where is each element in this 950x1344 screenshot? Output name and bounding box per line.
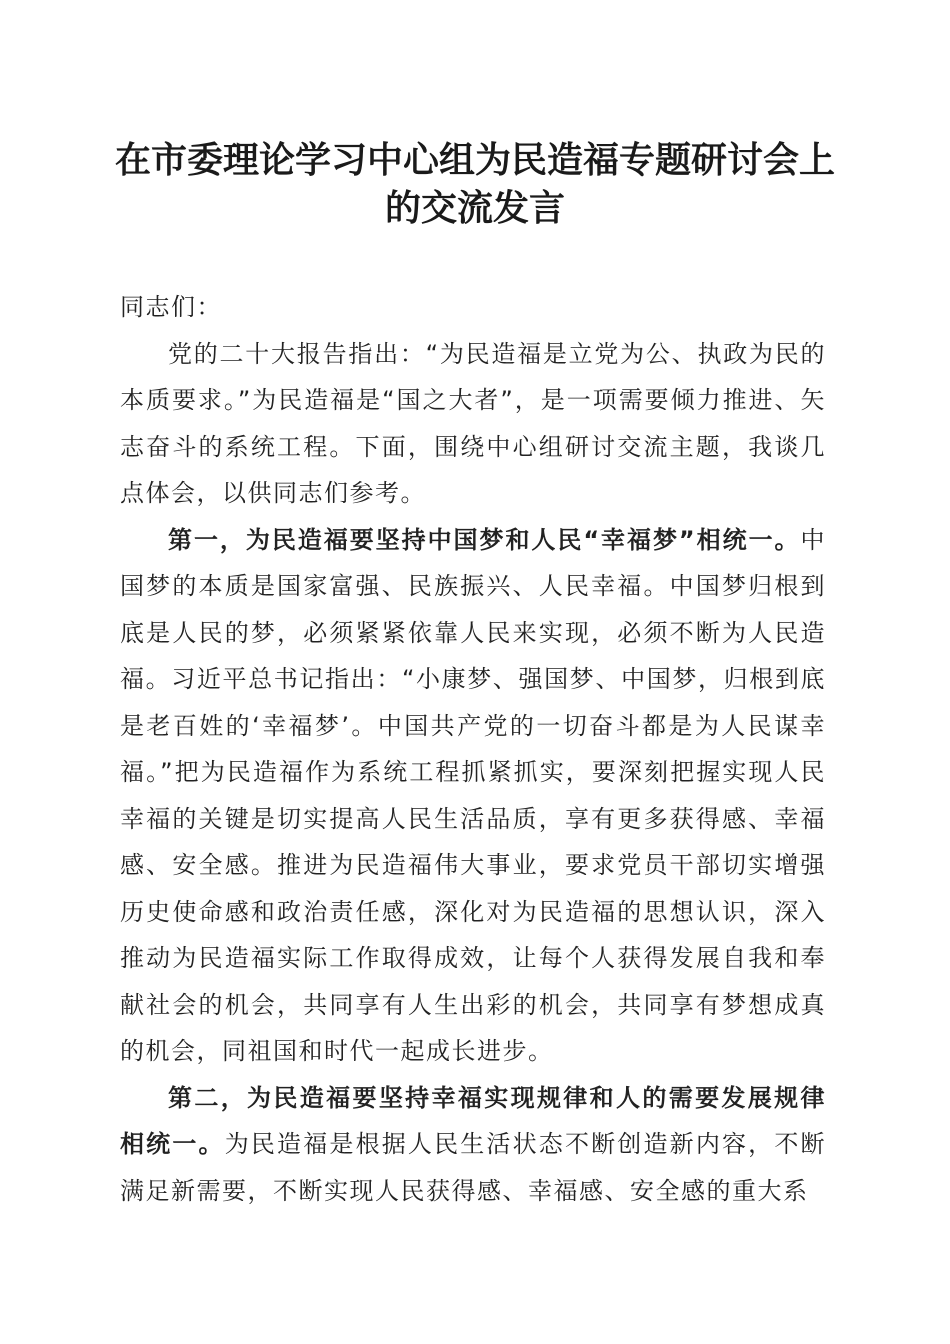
document-body <box>120 284 826 1214</box>
paragraph-point-2 <box>120 1075 826 1215</box>
document-title-line-2: 的交流发言 <box>384 187 565 229</box>
paragraph-intro <box>120 331 826 517</box>
paragraph-lead: 第二，为民造福要坚持幸福实现规律和人的需要发展规律相统一。 <box>120 1083 826 1158</box>
paragraph-text: 党的二十大报告指出：“为民造福是立党为公、执政为民的本质要求。”为民造福是“国之大者”，是一项需要倾力推进、矢志奋斗的系统工程。下面，围绕中心组研讨交流主题，我谈几点体会，以供同志们参考。 <box>120 339 826 507</box>
paragraph-text: 为民造福是根据人民生活状态不断创造新内容，不断满足新需要，不断实现人民获得感、幸福感、安全感的重大系 <box>120 1130 827 1205</box>
document-title-line-1: 在市委理论学习中心组为民造福专题研讨会上 <box>114 139 835 181</box>
paragraph-text: 中国梦的本质是国家富强、民族振兴、人民幸福。中国梦归根到底是人民的梦，必须紧紧依靠人民来实现，必须不断为人民造福。习近平总书记指出：“小康梦、强国梦、中国梦，归根到底是老百姓的‘幸福梦’。中国共产党的一切奋斗都是为人民谋幸福。”把为民造福作为系统工程抓紧抓实，要深刻把握实现人民幸福的关键是切实提高人民生活品质，享有更多获得感、幸福感、安全感。推进为民造福伟大事业，要求党员干部切实增强历史使命感和政治责任感，深化对为民造福的思想认识，深入推动为民造福实际工作取得成效，让每个人获得发展自我和奉献社会的机会，共同享有人生出彩的机会，共同享有梦想成真的机会，同祖国和时代一起成长进步。 <box>120 525 826 1065</box>
salutation: 同志们： <box>120 293 222 321</box>
paragraph-point-1 <box>120 517 826 1075</box>
paragraph-lead: 第一，为民造福要坚持中国梦和人民“幸福梦”相统一。 <box>168 525 801 554</box>
